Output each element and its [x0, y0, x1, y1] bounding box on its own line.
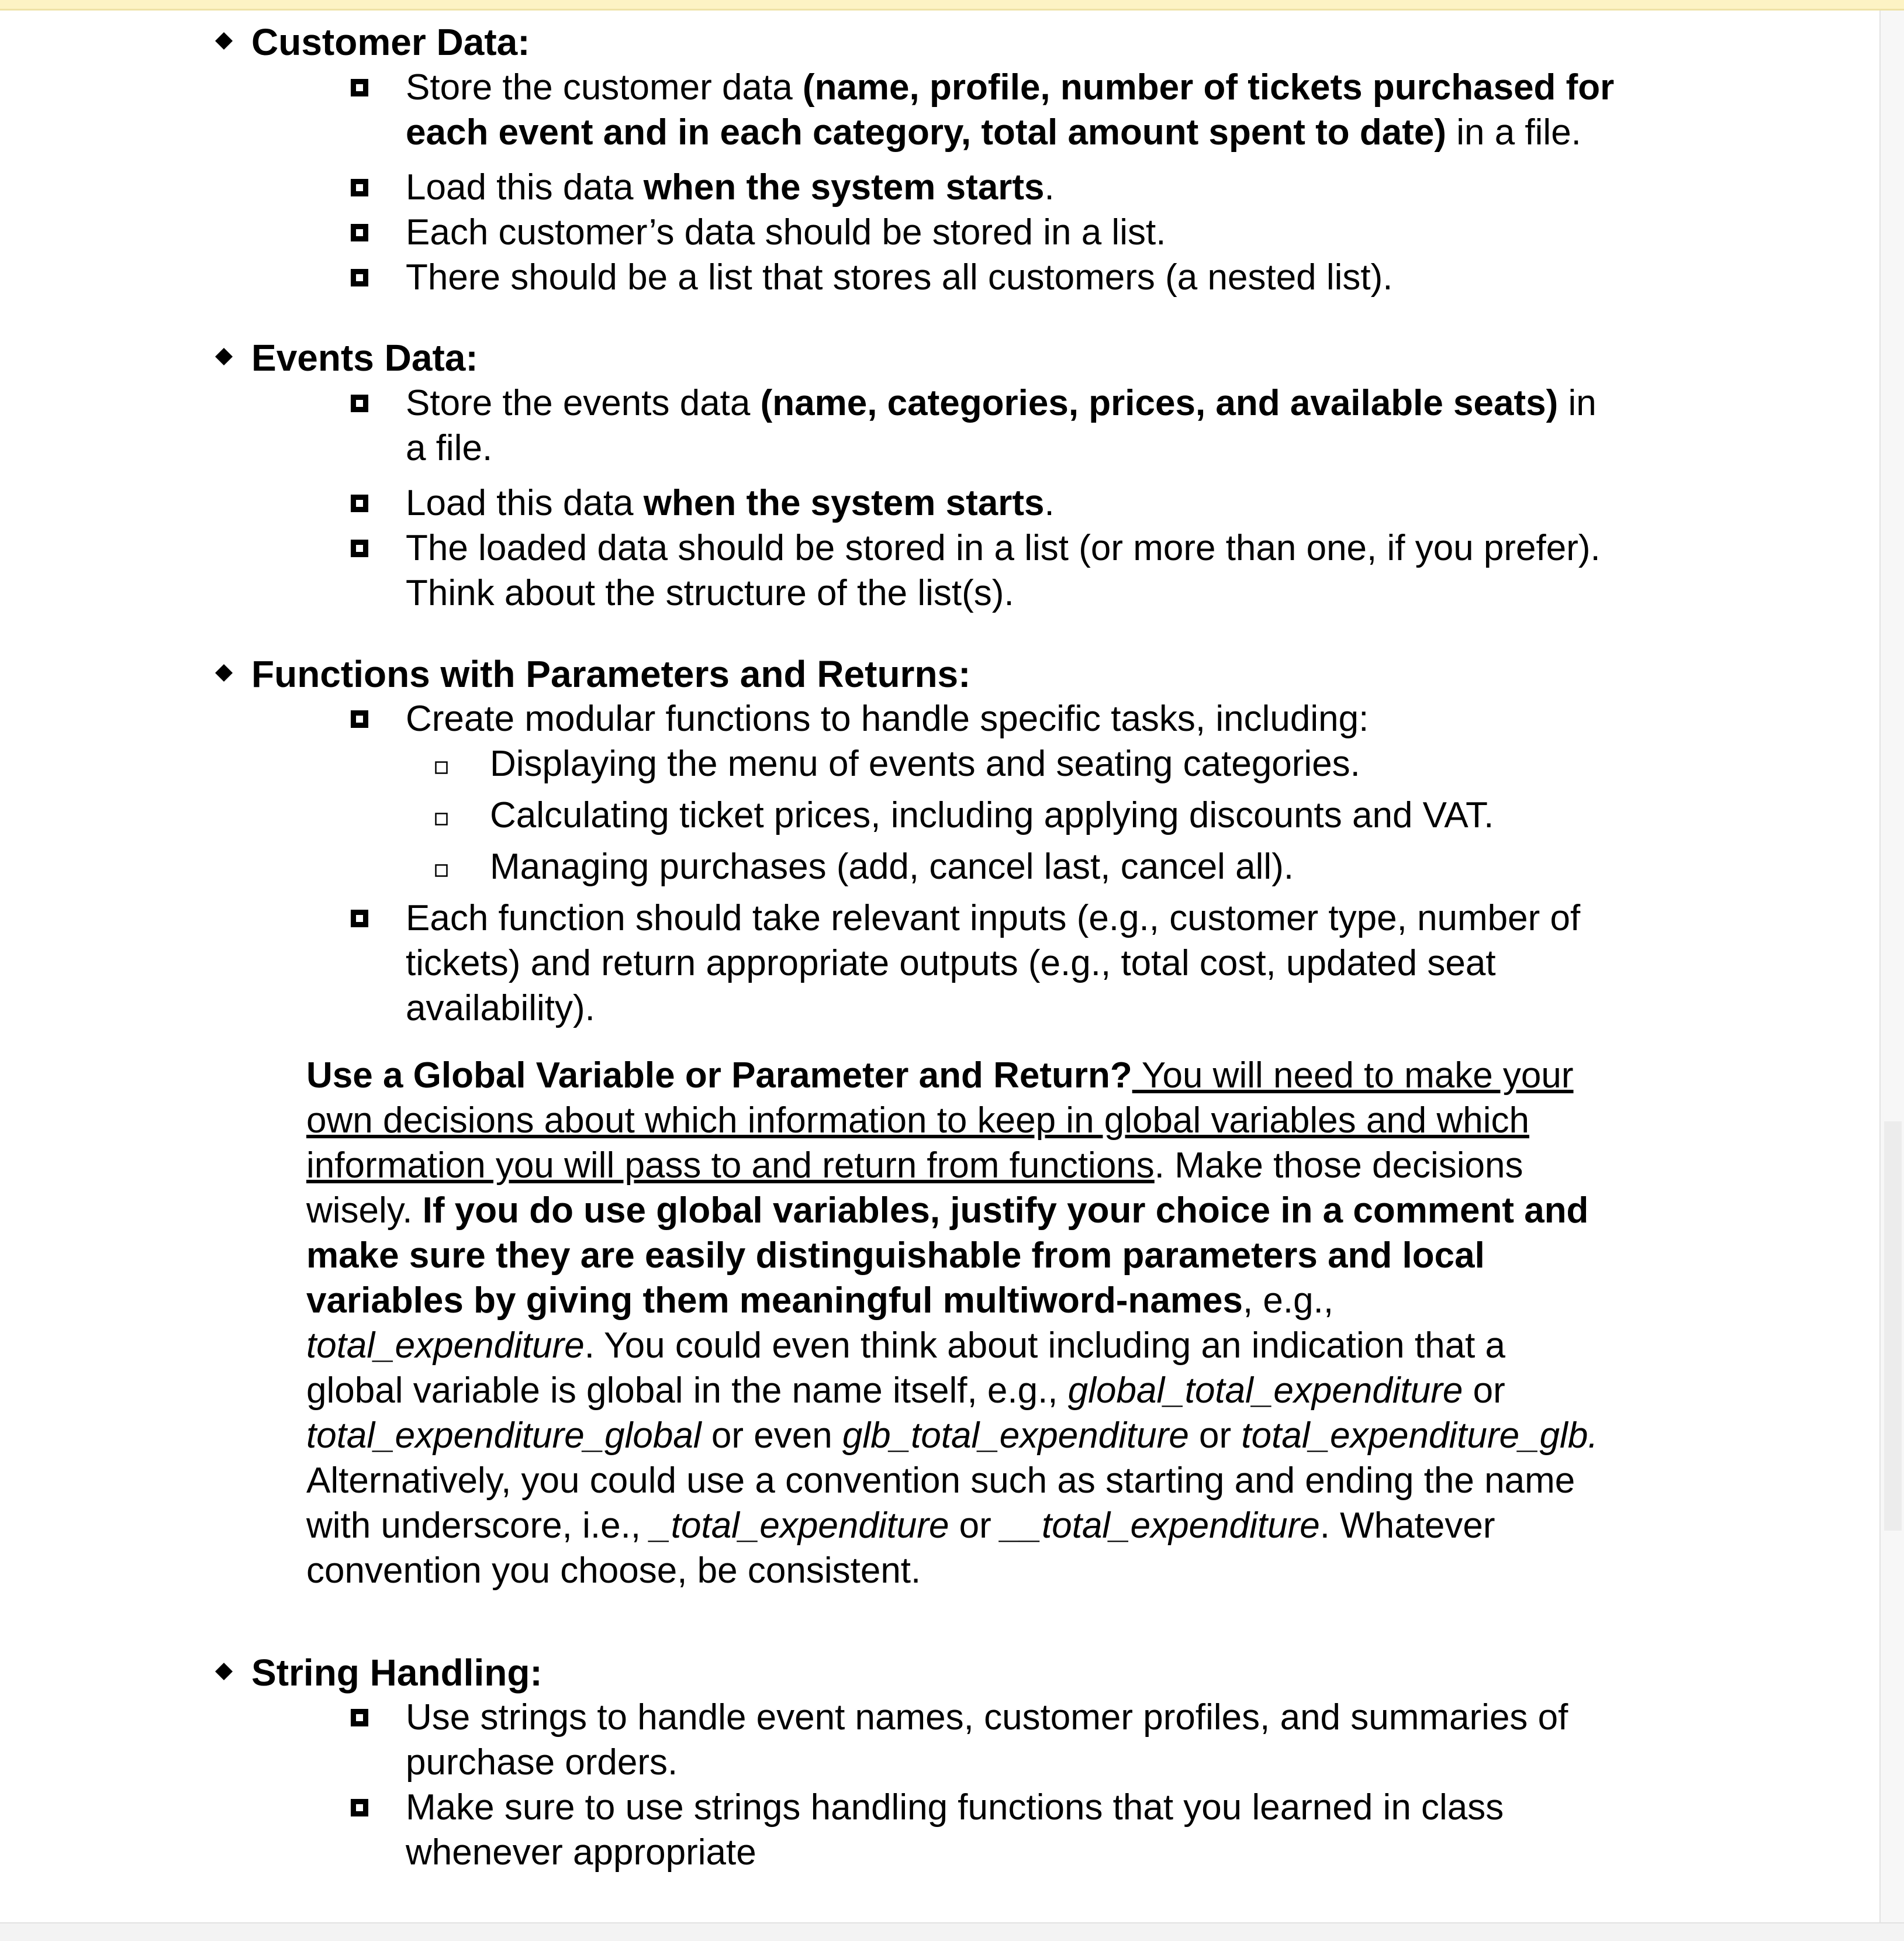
global-variable-note: Use a Global Variable or Parameter and Return? You will need to make your own decisions about which information to keep in global variables and which information you will pass to and return from functions. Make those decisions wisely. If you do use global variables, justify your choice in a comment and make sure they are easily distinguishable from parameters and local variables by giving them meaningful multiword-names, e.g., total_expenditure. You could even think about including an indication that a global variable is global in the name itself, e.g., global_total_expenditure or total_expenditure_global or even glb_total_expenditure or total_expenditure_glb. Alternatively, you could use a convention such as starting and ending the name with underscore, i.e., _total_expenditure or __total_expenditure. Whatever convention you choose, be consistent. — [306, 1055, 1598, 1591]
sub-list-item: Displaying the menu of events and seating categories. — [490, 741, 1718, 786]
diamond-bullet-icon — [215, 1663, 233, 1680]
square-bullet-icon — [351, 1799, 368, 1816]
hollow-square-bullet-icon — [435, 864, 448, 877]
hollow-square-bullet-icon — [435, 761, 448, 774]
horizontal-scrollbar[interactable] — [0, 1922, 1904, 1941]
list-item: The loaded data should be stored in a list (or more than one, if you prefer). Think about the structure of the list(s). — [406, 526, 1668, 616]
list-item: Load this data when the system starts. — [406, 165, 1668, 210]
square-bullet-icon — [351, 1709, 368, 1726]
list-item: There should be a list that stores all customers (a nested list). — [406, 255, 1668, 300]
square-bullet-icon — [351, 910, 368, 927]
customer-data-heading: Customer Data: — [251, 19, 530, 65]
sub-list-item: Calculating ticket prices, including applying discounts and VAT. — [490, 793, 1718, 838]
hollow-square-bullet-icon — [435, 813, 448, 826]
list-item: Make sure to use strings handling functions that you learned in class whenever appropriate — [406, 1785, 1668, 1875]
functions-heading: Functions with Parameters and Returns: — [251, 651, 970, 697]
square-bullet-icon — [351, 495, 368, 512]
diamond-bullet-icon — [215, 32, 233, 50]
square-bullet-icon — [351, 710, 368, 728]
list-item: Each customer’s data should be stored in a list. — [406, 210, 1668, 255]
sub-list-item: Managing purchases (add, cancel last, cancel all). — [490, 844, 1718, 889]
square-bullet-icon — [351, 224, 368, 241]
list-item: Use strings to handle event names, customer profiles, and summaries of purchase orders. — [406, 1695, 1668, 1785]
list-item: Each function should take relevant inputs (e.g., customer type, number of tickets) and return appropriate outputs (e.g., total cost, updated seat availability). — [406, 896, 1668, 1031]
vertical-scrollbar[interactable] — [1879, 11, 1904, 1922]
list-item: Store the customer data (name, profile, number of tickets purchased for each event and in each category, total amount spent to date) in a file. — [406, 65, 1668, 155]
list-item: Load this data when the system starts. — [406, 481, 1668, 526]
events-data-heading: Events Data: — [251, 335, 478, 381]
square-bullet-icon — [351, 269, 368, 286]
square-bullet-icon — [351, 179, 368, 196]
scrollbar-thumb[interactable] — [1884, 1121, 1902, 1531]
square-bullet-icon — [351, 540, 368, 557]
diamond-bullet-icon — [215, 664, 233, 682]
window-top-border — [0, 0, 1904, 11]
square-bullet-icon — [351, 395, 368, 412]
list-item: Create modular functions to handle specific tasks, including: — [406, 696, 1668, 741]
square-bullet-icon — [351, 79, 368, 96]
diamond-bullet-icon — [215, 348, 233, 365]
list-item: Store the events data (name, categories, prices, and available seats) in a file. — [406, 381, 1668, 471]
string-handling-heading: String Handling: — [251, 1650, 542, 1695]
